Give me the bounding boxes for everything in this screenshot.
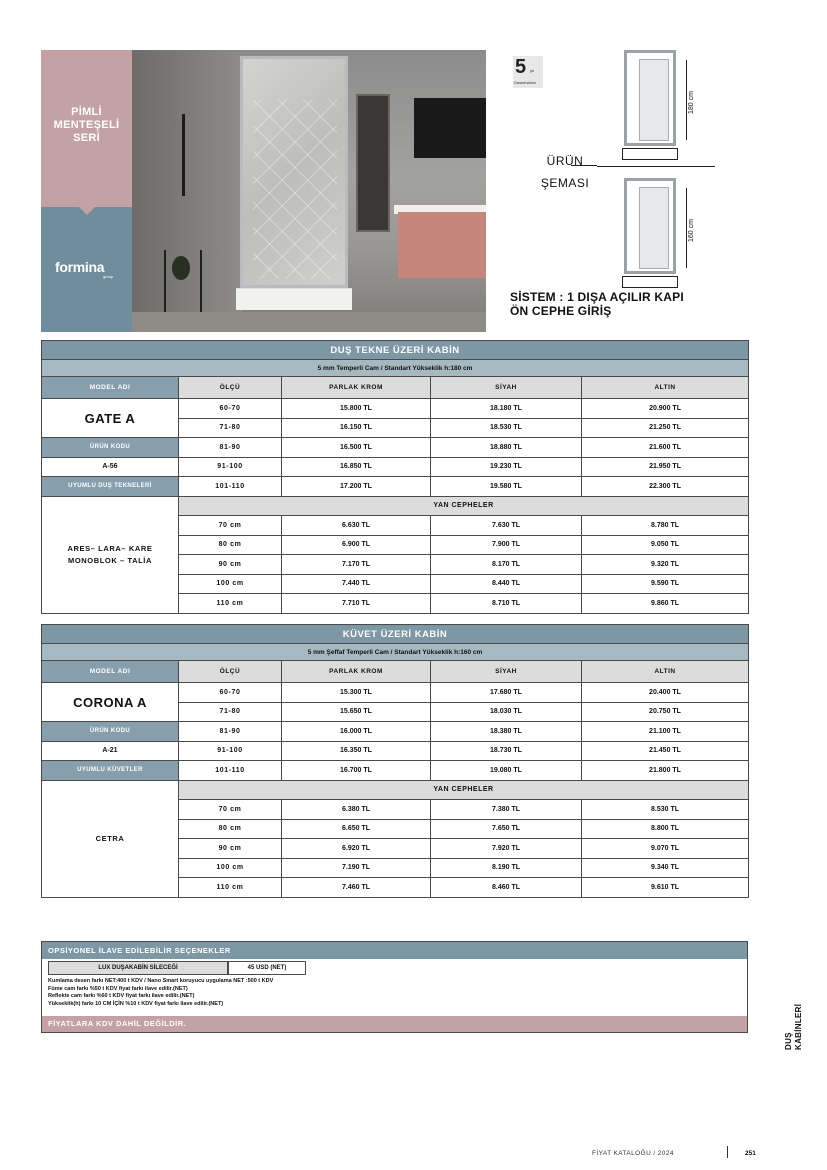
hero-banner <box>41 50 486 332</box>
table-title: DUŞ TEKNE ÜZERİ KABİN <box>42 341 749 360</box>
brand-panel <box>41 207 132 332</box>
schema-title-line: ŞEMASI <box>540 176 590 190</box>
diagram-glass-door <box>639 59 669 141</box>
size-cell: 91-100 <box>179 741 282 761</box>
price-cell: 9.070 TL <box>582 839 749 859</box>
price-cell: 16.350 TL <box>282 741 431 761</box>
price-cell: 17.680 TL <box>431 683 582 703</box>
schema-connector <box>571 158 597 166</box>
optional-title: OPSİYONEL İLAVE EDİLEBİLİR SEÇENEKLER <box>42 942 747 959</box>
price-cell: 6.920 TL <box>282 839 431 859</box>
product-code: A-21 <box>42 741 179 761</box>
note-line: Kumlama desen farkı NET:400 t KDV / Nano Smart koruyucu uygulama NET :500 t KDV <box>48 978 274 984</box>
diagram-glass-door <box>639 187 669 269</box>
price-cell: 21.600 TL <box>582 438 749 458</box>
photo-plant <box>172 256 190 280</box>
model-name: CORONA A <box>42 683 179 722</box>
size-cell: 90 cm <box>179 839 282 859</box>
panel-notch <box>79 207 95 215</box>
price-cell: 18.180 TL <box>431 399 582 419</box>
table-row <box>42 722 749 742</box>
table-row <box>42 438 749 458</box>
system-line: SİSTEM : 1 DIŞA AÇILIR KAPI <box>510 290 684 304</box>
compatible-line: ARES– LARA– KARE <box>67 543 153 553</box>
size-cell: 80 cm <box>179 819 282 839</box>
price-cell: 16.500 TL <box>282 438 431 458</box>
photo-wall-lamp <box>182 114 185 196</box>
photo-floor <box>132 312 486 332</box>
col-header-black: SİYAH <box>431 377 582 399</box>
price-cell: 8.530 TL <box>582 800 749 820</box>
series-title <box>41 106 132 145</box>
price-cell: 18.880 TL <box>431 438 582 458</box>
price-cell: 15.300 TL <box>282 683 431 703</box>
col-header-size: ÖLÇÜ <box>179 377 282 399</box>
compatible-list <box>42 496 179 613</box>
schema-title <box>530 150 600 194</box>
price-cell: 8.440 TL <box>431 574 582 594</box>
price-cell: 20.750 TL <box>582 702 749 722</box>
side-panels-header: YAN CEPHELER <box>179 780 749 800</box>
price-cell: 8.170 TL <box>431 555 582 575</box>
price-cell: 21.800 TL <box>582 761 749 781</box>
price-cell: 7.710 TL <box>282 594 431 614</box>
price-cell: 20.900 TL <box>582 399 749 419</box>
product-photo <box>132 50 486 332</box>
price-cell: 21.450 TL <box>582 741 749 761</box>
diagram-tray <box>622 148 678 160</box>
price-cell: 7.380 TL <box>431 800 582 820</box>
series-line: SERİ <box>73 132 100 144</box>
dimension-line-icon <box>686 188 687 268</box>
compatible-list <box>42 780 179 897</box>
diagram-frame <box>624 178 676 274</box>
col-header-model: MODEL ADI <box>42 377 179 399</box>
product-code-label: ÜRÜN KODU <box>42 722 179 742</box>
note-line: Füme cam farkı %50 t KDV fiyat farkı ilave edilir.(NET) <box>48 985 188 992</box>
col-header-gold: ALTIN <box>582 377 749 399</box>
price-cell: 6.380 TL <box>282 800 431 820</box>
brand-logo: formina <box>55 259 105 275</box>
lux-wiper-label: LUX DUŞAKABİN SİLECEĞİ <box>48 961 228 975</box>
system-description <box>510 290 684 318</box>
photo-tv <box>414 98 486 158</box>
price-cell: 9.590 TL <box>582 574 749 594</box>
price-table-shower-tray <box>41 340 749 614</box>
size-cell: 101-110 <box>179 477 282 497</box>
compatible-label: UYUMLU KÜVETLER <box>42 761 179 781</box>
size-cell: 70 cm <box>179 516 282 536</box>
size-cell: 110 cm <box>179 594 282 614</box>
price-table-bathtub <box>41 624 749 898</box>
note-line: Yükseklik(h) farkı 10 CM İÇİN %10 t KDV fiyat farkı ilave edilir.(NET) <box>48 1000 224 1007</box>
price-cell: 16.150 TL <box>282 418 431 438</box>
price-cell: 7.170 TL <box>282 555 431 575</box>
table-row <box>42 780 749 800</box>
price-cell: 8.780 TL <box>582 516 749 536</box>
product-code-label: ÜRÜN KODU <box>42 438 179 458</box>
price-cell: 9.860 TL <box>582 594 749 614</box>
price-cell: 20.400 TL <box>582 683 749 703</box>
price-cell: 18.380 TL <box>431 722 582 742</box>
model-name: GATE A <box>42 399 179 438</box>
warranty-years: 5 <box>515 56 527 78</box>
price-cell: 8.460 TL <box>431 878 582 898</box>
warranty-badge-icon <box>513 56 543 88</box>
dimension-label: 180 cm <box>688 91 695 114</box>
price-cell: 7.460 TL <box>282 878 431 898</box>
dimension-label: 160 cm <box>688 219 695 242</box>
col-header-model: MODEL ADI <box>42 661 179 683</box>
price-cell: 22.300 TL <box>582 477 749 497</box>
vat-notice: FİYATLARA KDV DAHİL DEĞİLDİR. <box>42 1016 747 1032</box>
price-cell: 9.610 TL <box>582 878 749 898</box>
photo-shower-cabin <box>240 56 348 288</box>
size-cell: 81-90 <box>179 438 282 458</box>
price-cell: 16.700 TL <box>282 761 431 781</box>
size-cell: 100 cm <box>179 574 282 594</box>
lux-wiper-price: 45 USD (NET) <box>228 961 306 975</box>
photo-tiles <box>253 99 337 279</box>
price-cell: 9.320 TL <box>582 555 749 575</box>
size-cell: 101-110 <box>179 761 282 781</box>
table-row <box>42 741 749 761</box>
size-cell: 81-90 <box>179 722 282 742</box>
brand-logo-sub: group <box>103 274 114 279</box>
price-cell: 6.650 TL <box>282 819 431 839</box>
col-header-gold: ALTIN <box>582 661 749 683</box>
photo-niche <box>356 94 390 232</box>
table-subtitle: 5 mm Temperli Cam / Standart Yükseklik h:180 cm <box>42 360 749 377</box>
section-side-tab <box>784 1000 814 1050</box>
warranty-label: Garanti süresi <box>514 81 536 85</box>
price-cell: 6.900 TL <box>282 535 431 555</box>
series-line: PİMLİ <box>71 106 102 118</box>
size-cell: 90 cm <box>179 555 282 575</box>
price-cell: 8.800 TL <box>582 819 749 839</box>
photo-shower-tray <box>236 288 352 310</box>
price-cell: 9.340 TL <box>582 858 749 878</box>
price-cell: 16.000 TL <box>282 722 431 742</box>
compatible-line: CETRA <box>95 833 125 843</box>
size-cell: 70 cm <box>179 800 282 820</box>
table-row <box>42 683 749 703</box>
dimension-line-icon <box>686 60 687 140</box>
price-cell: 21.100 TL <box>582 722 749 742</box>
size-cell: 71-80 <box>179 702 282 722</box>
price-cell: 7.650 TL <box>431 819 582 839</box>
diagram-frame <box>624 50 676 146</box>
size-cell: 110 cm <box>179 878 282 898</box>
price-cell: 7.900 TL <box>431 535 582 555</box>
price-cell: 19.580 TL <box>431 477 582 497</box>
side-label-line: DUŞ <box>784 1032 793 1050</box>
table-subtitle: 5 mm Şeffaf Temperli Cam / Standart Yükseklik h:160 cm <box>42 644 749 661</box>
size-cell: 91-100 <box>179 457 282 477</box>
price-cell: 18.730 TL <box>431 741 582 761</box>
price-cell: 7.440 TL <box>282 574 431 594</box>
price-cell: 7.190 TL <box>282 858 431 878</box>
price-cell: 7.920 TL <box>431 839 582 859</box>
price-cell: 19.230 TL <box>431 457 582 477</box>
table-row <box>42 457 749 477</box>
system-line: ÖN CEPHE GİRİŞ <box>510 304 612 318</box>
side-label-line: KABİNLERİ <box>794 1003 803 1050</box>
col-header-size: ÖLÇÜ <box>179 661 282 683</box>
page-number: 251 <box>745 1150 756 1157</box>
price-cell: 9.050 TL <box>582 535 749 555</box>
compatible-label: UYUMLU DUŞ TEKNELERİ <box>42 477 179 497</box>
warranty-unit: yıl <box>530 68 534 73</box>
price-cell: 15.650 TL <box>282 702 431 722</box>
table-row <box>42 496 749 516</box>
table-row <box>42 399 749 419</box>
side-panels-header: YAN CEPHELER <box>179 496 749 516</box>
catalog-footer: FİYAT KATALOĞU / 2024 <box>592 1150 674 1157</box>
table-row <box>42 761 749 781</box>
price-cell: 8.190 TL <box>431 858 582 878</box>
col-header-chrome: PARLAK KROM <box>282 377 431 399</box>
size-cell: 100 cm <box>179 858 282 878</box>
price-cell: 21.950 TL <box>582 457 749 477</box>
optional-notes <box>48 978 738 1008</box>
col-header-black: SİYAH <box>431 661 582 683</box>
price-cell: 6.630 TL <box>282 516 431 536</box>
price-cell: 17.200 TL <box>282 477 431 497</box>
size-cell: 60-70 <box>179 683 282 703</box>
compatible-line: MONOBLOK – TALİA <box>67 555 153 565</box>
price-cell: 8.710 TL <box>431 594 582 614</box>
price-cell: 21.250 TL <box>582 418 749 438</box>
diagram-tub <box>622 276 678 288</box>
optional-extras <box>41 941 748 1033</box>
series-panel <box>41 50 132 207</box>
col-header-chrome: PARLAK KROM <box>282 661 431 683</box>
price-cell: 18.030 TL <box>431 702 582 722</box>
section-side-label <box>784 1004 804 1050</box>
size-cell: 71-80 <box>179 418 282 438</box>
price-cell: 19.080 TL <box>431 761 582 781</box>
price-cell: 7.630 TL <box>431 516 582 536</box>
series-line: MENTEŞELİ <box>53 119 120 131</box>
price-cell: 15.800 TL <box>282 399 431 419</box>
size-cell: 80 cm <box>179 535 282 555</box>
price-cell: 18.530 TL <box>431 418 582 438</box>
note-line: Reflekte cam farkı %60 t KDV fiyat farkı ilave edilir.(NET) <box>48 993 195 999</box>
photo-vanity <box>398 212 486 278</box>
product-code: A-56 <box>42 457 179 477</box>
schema-title-line: ÜRÜN <box>546 154 584 168</box>
size-cell: 60-70 <box>179 399 282 419</box>
schema-divider <box>597 166 715 167</box>
table-title: KÜVET ÜZERİ KABİN <box>42 625 749 644</box>
table-row <box>42 477 749 497</box>
price-cell: 16.850 TL <box>282 457 431 477</box>
footer-divider <box>727 1146 728 1158</box>
